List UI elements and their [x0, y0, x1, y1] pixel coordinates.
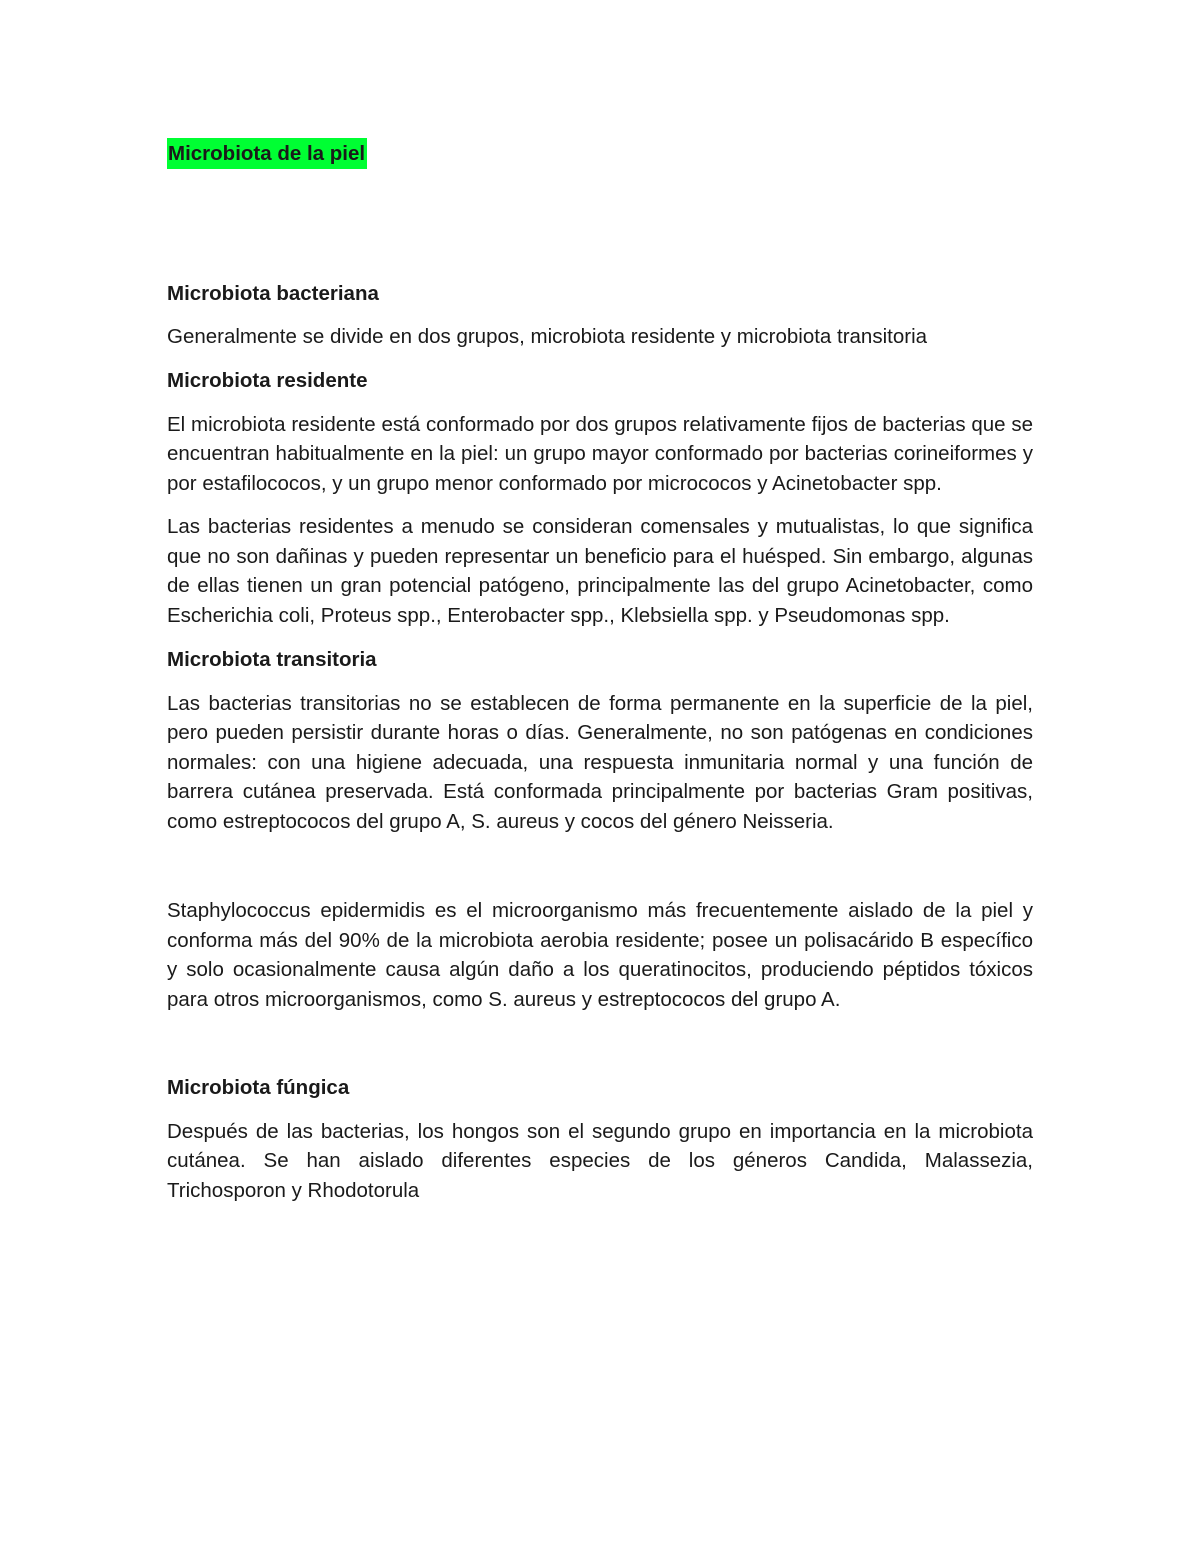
heading-microbiota-fungica: Microbiota fúngica	[167, 1076, 350, 1099]
heading-microbiota-transitoria: Microbiota transitoria	[167, 648, 377, 671]
heading-microbiota-bacteriana: Microbiota bacteriana	[167, 282, 379, 305]
paragraph-residente-1: El microbiota residente está conformado por dos grupos relativamente fijos de bacterias que se encuentran habitualmente en la piel: un grupo mayor conformado por bacterias corineiformes y por estafilococos, y un grupo menor conformado por micrococos y Acinetobacter spp.	[167, 412, 1033, 495]
paragraph-transitoria: Las bacterias transitorias no se establecen de forma permanente en la superficie de la piel, pero pueden persistir durante horas o días. Generalmente, no son patógenas en condiciones normales: con una higiene adecuada, una respuesta inmunitaria normal y una función de barrera cutánea preservada. Está conformada principalmente por bacterias Gram positivas, como estreptococos del grupo A, S. aureus y cocos del género Neisseria.	[167, 691, 1033, 833]
document-page	[167, 138, 1033, 1205]
paragraph-residente-2: Las bacterias residentes a menudo se consideran comensales y mutualistas, lo que significa que no son dañinas y pueden representar un beneficio para el huésped. Sin embargo, algunas de ellas tienen un gran potencial patógeno, principalmente las del grupo Acinetobacter, como Escherichia coli, Proteus spp., Enterobacter spp., Klebsiella spp. y Pseudomonas spp.	[167, 515, 1033, 627]
paragraph-bacteriana-intro: Generalmente se divide en dos grupos, microbiota residente y microbiota transitoria	[167, 324, 928, 348]
paragraph-fungica: Después de las bacterias, los hongos son el segundo grupo en importancia en la microbiota cutánea. Se han aislado diferentes especies de los géneros Candida, Malassezia, Trichosporon y Rhodotorula	[167, 1119, 1033, 1202]
document-title: Microbiota de la piel	[167, 138, 367, 169]
paragraph-staphylococcus: Staphylococcus epidermidis es el microorganismo más frecuentemente aislado de la piel y conforma más del 90% de la microbiota aerobia residente; posee un polisacárido B específico y solo ocasionalmente causa algún daño a los queratinocitos, produciendo péptidos tóxicos para otros microorganismos, como S. aureus y estreptococos del grupo A.	[167, 899, 1033, 1011]
heading-microbiota-residente: Microbiota residente	[167, 369, 368, 392]
